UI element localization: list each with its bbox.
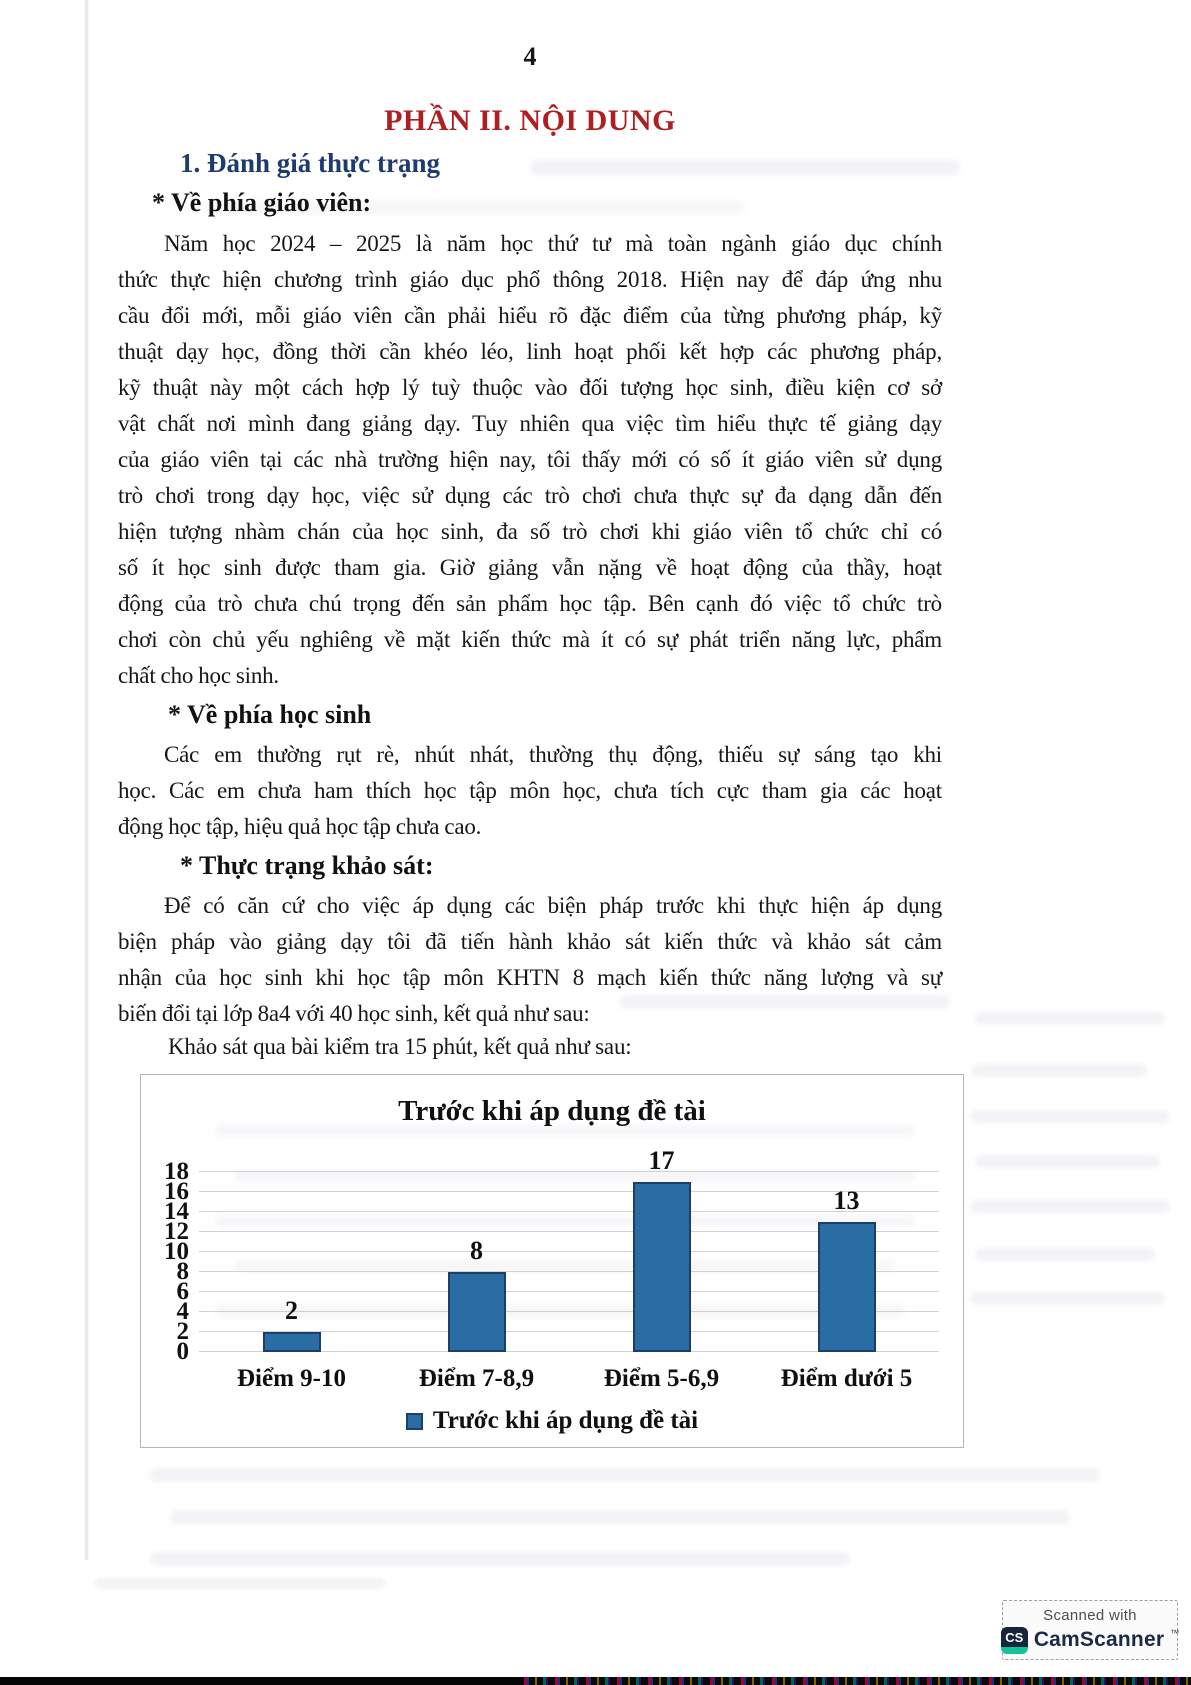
camscanner-logo-icon: CS <box>1001 1627 1028 1654</box>
survey-subheading: * Thực trạng khảo sát: <box>180 851 434 880</box>
camscanner-brand-text: CamScanner <box>1033 1628 1165 1651</box>
bar-Điểm 7-8,9 <box>448 1272 506 1352</box>
category-label-4: Điểm dưới 5 <box>780 1365 913 1392</box>
teacher-paragraph <box>118 226 942 694</box>
teacher-paragraph-line-5: kỹ thuật này một cách hợp lý tuỳ thuộc vào đối tượng học sinh, điều kiện cơ sở <box>118 375 942 400</box>
bar-value-label-17: 17 <box>648 1146 675 1175</box>
teacher-paragraph-line-12: chơi còn chủ yếu nghiêng về mặt kiến thức mà ít có sự phát triển năng lực, phẩm <box>118 627 942 652</box>
y-axis-tick-12: 12 <box>164 1218 189 1245</box>
y-axis-tick-16: 16 <box>164 1178 189 1205</box>
chart-category-axis <box>199 1365 939 1399</box>
survey-paragraph-line-2: biện pháp vào giảng dạy tôi đã tiến hành khảo sát kiến thức và khảo sát cảm <box>118 929 942 954</box>
survey-paragraph-line-3: nhận của học sinh khi học tập môn KHTN 8 mạch kiến thức năng lượng và sự <box>118 965 942 990</box>
y-axis-tick-0: 0 <box>176 1338 189 1365</box>
category-label-3: Điểm 5-6,9 <box>603 1365 720 1392</box>
teacher-paragraph-line-11: động của trò chưa chú trọng đến sản phẩm học tập. Bên cạnh đó việc tổ chức trò <box>118 591 942 616</box>
legend-swatch-icon <box>406 1413 423 1430</box>
y-axis-tick-10: 10 <box>164 1238 189 1265</box>
teacher-paragraph-line-4: thuật dạy học, đồng thời cần khéo léo, linh hoạt phối kết hợp các phương pháp, <box>118 339 942 364</box>
y-axis-tick-4: 4 <box>176 1298 189 1325</box>
survey-paragraph <box>118 888 942 1032</box>
teacher-paragraph-line-8: trò chơi trong dạy học, việc sử dụng các trò chơi chưa thực sự đa dạng dẫn đến <box>118 483 942 508</box>
bar-Điểm 9-10 <box>263 1332 321 1352</box>
student-paragraph-line-3: động học tập, hiệu quả học tập chưa cao. <box>118 814 482 839</box>
y-axis-tick-2: 2 <box>176 1318 189 1345</box>
bar-value-label-8: 8 <box>470 1236 483 1265</box>
teacher-paragraph-line-1: Năm học 2024 – 2025 là năm học thứ tư mà toàn ngành giáo dục chính <box>164 231 942 256</box>
teacher-paragraph-line-2: thức thực hiện chương trình giáo dục phổ thông 2018. Hiện nay để đáp ứng nhu <box>118 267 942 292</box>
gridline-y18 <box>199 1171 939 1172</box>
bar-value-label-2: 2 <box>285 1296 298 1325</box>
scan-noise-strip <box>524 1677 1191 1685</box>
y-axis-tick-18: 18 <box>164 1158 189 1185</box>
teacher-paragraph-line-3: cầu đổi mới, mỗi giáo viên cần phải hiểu rõ đặc điểm của từng phương pháp, kỹ <box>118 303 942 328</box>
category-label-1: Điểm 9-10 <box>237 1365 346 1392</box>
y-axis-tick-14: 14 <box>164 1198 189 1225</box>
teacher-paragraph-line-6: vật chất nơi mình đang giảng dạy. Tuy nhiên qua việc tìm hiểu thực tế giảng dạy <box>118 411 942 436</box>
scan-edge-strip <box>0 1677 1191 1685</box>
bar-Điểm dưới 5 <box>818 1222 876 1352</box>
survey-paragraph-line-1: Để có căn cứ cho việc áp dụng các biện pháp trước khi thực hiện áp dụng <box>164 893 942 918</box>
survey-paragraph-line-4: biến đổi tại lớp 8a4 với 40 học sinh, kết quả như sau: <box>118 1001 590 1026</box>
chart-legend <box>141 1407 963 1435</box>
document-title: PHẦN II. NỘI DUNG <box>384 104 676 137</box>
bar-value-label-13: 13 <box>833 1186 860 1215</box>
student-paragraph-line-1: Các em thường rụt rè, nhút nhát, thường thụ động, thiếu sự sáng tạo khi <box>164 742 942 767</box>
scanned-with-text: Scanned with <box>1043 1606 1137 1624</box>
bar-Điểm 5-6,9 <box>633 1182 691 1352</box>
student-paragraph <box>118 737 942 845</box>
trademark-symbol: ™ <box>1170 1628 1180 1638</box>
camscanner-watermark <box>1002 1600 1178 1660</box>
teacher-subheading: * Về phía giáo viên: <box>152 188 372 217</box>
student-subheading: * Về phía học sinh <box>168 700 372 729</box>
category-label-2: Điểm 7-8,9 <box>418 1365 535 1392</box>
y-axis-tick-8: 8 <box>176 1258 189 1285</box>
scan-fold-line <box>85 0 88 1560</box>
page-number: 4 <box>523 42 537 71</box>
teacher-paragraph-line-9: hiện tượng nhàm chán của học sinh, đa số trò chơi khi giáo viên tổ chức chỉ có <box>118 519 942 544</box>
chart-title: Trước khi áp dụng đề tài <box>398 1095 706 1127</box>
chart-plot-area <box>164 1146 939 1365</box>
teacher-paragraph-line-7: của giáo viên tại các nhà trường hiện nay, tôi thấy mới có số ít giáo viên sử dụng <box>118 447 942 472</box>
student-paragraph-line-2: học. Các em chưa ham thích học tập môn học, chưa tích cực tham gia các hoạt <box>118 778 942 803</box>
legend-label: Trước khi áp dụng đề tài <box>432 1407 699 1434</box>
teacher-paragraph-line-13: chất cho học sinh. <box>118 663 279 688</box>
bar-chart <box>140 1074 964 1448</box>
survey-note-line: Khảo sát qua bài kiểm tra 15 phút, kết quả như sau: <box>168 1034 632 1059</box>
y-axis-tick-6: 6 <box>176 1278 189 1305</box>
teacher-paragraph-line-10: số ít học sinh được tham gia. Giờ giảng vẫn nặng về hoạt động của thầy, hoạt <box>118 555 942 580</box>
section-1-heading: 1. Đánh giá thực trạng <box>180 148 440 178</box>
